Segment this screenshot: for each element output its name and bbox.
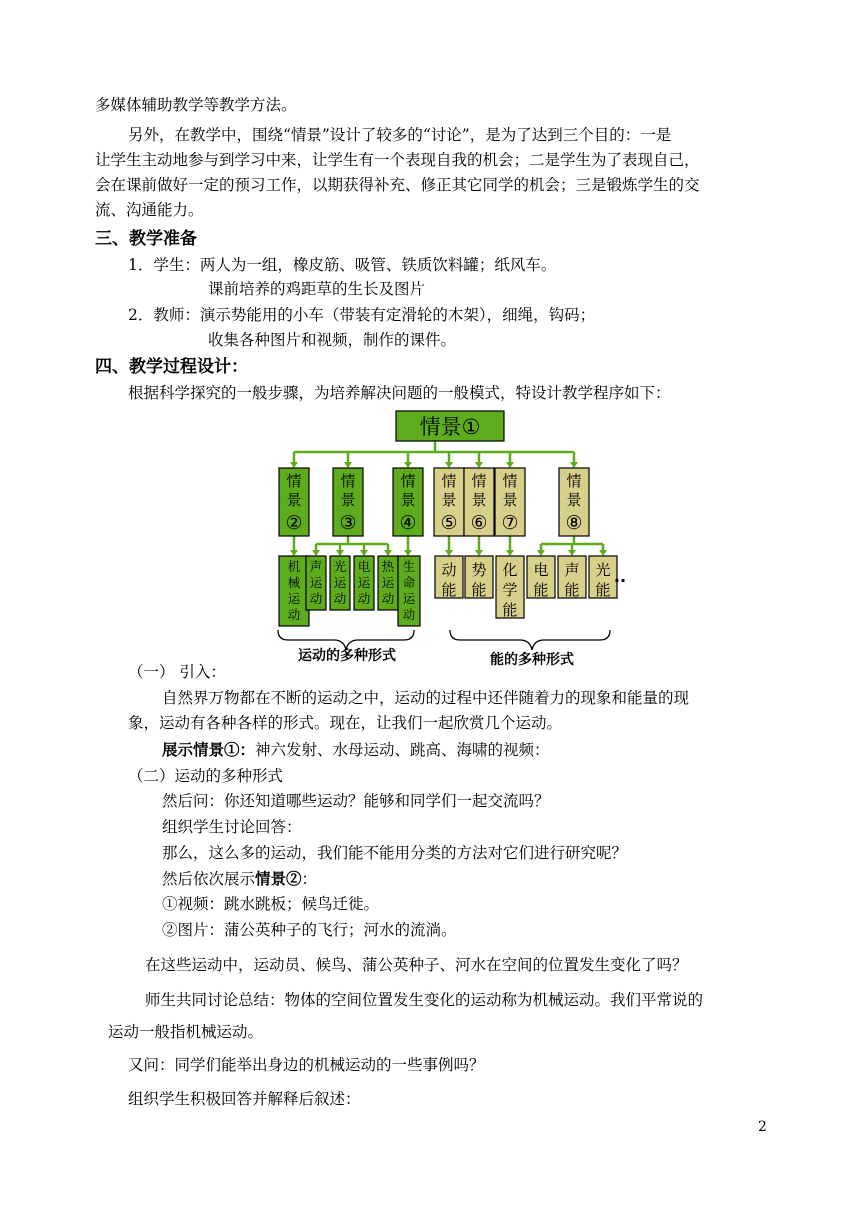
scene-box-char: 情 [286, 472, 302, 490]
scene-box-char: 情 [502, 472, 518, 490]
leaf-box-char: 械 [287, 575, 301, 590]
scene-box [434, 468, 464, 536]
leaf-box-char: 运 [333, 575, 347, 590]
section-heading: 四、教学过程设计： [95, 357, 248, 377]
scene-box-number: ③ [339, 512, 357, 534]
scene-box-char: 景 [566, 491, 582, 509]
more-ellipsis: .. [613, 567, 627, 586]
energy-brace [450, 630, 610, 650]
scene-box [393, 468, 423, 536]
scene-label: 展示情景①： [162, 740, 256, 759]
paragraph-line: 又问：同学们能举出身边的机械运动的一些事例吗？ [128, 1056, 485, 1074]
leaf-box [465, 556, 493, 599]
list-item: 课前培养的鸡距草的生长及图片 [208, 280, 426, 298]
paragraph-line: 流、沟通能力。 [95, 201, 204, 219]
text-run: 然后依次展示 [162, 870, 256, 888]
leaf-box-char: 运 [309, 575, 323, 590]
leaf-box [589, 556, 617, 599]
leaf-box-char: 电 [357, 559, 371, 574]
scene-box-number: ② [285, 512, 303, 534]
scene-text: 神六发射、水母运动、跳高、海啸的视频： [255, 741, 550, 759]
paragraph-line: 象，运动有各种各样的形式。现在，让我们一起欣赏几个运动。 [128, 714, 563, 732]
list-item: 收集各种图片和视频，制作的课件。 [208, 331, 457, 349]
scene-box-number: ④ [399, 512, 417, 534]
leaf-boxes [279, 556, 617, 626]
section-heading: 三、教学准备 [95, 229, 197, 249]
leaf-box [558, 556, 586, 599]
leaf-box-char: 能 [502, 601, 518, 619]
leaf-box [279, 556, 309, 626]
leaf-box-char: 运 [357, 575, 371, 590]
scene-box [495, 468, 525, 536]
list-item: 1．学生：两人为一组，橡皮筋、吸管、铁质饮料罐；纸风车。 [128, 256, 557, 274]
paragraph-line: 根据科学探究的一般步骤，为培养解决问题的一般模式，特设计教学程序如下： [128, 384, 671, 402]
leaf-box-char: 学 [502, 581, 518, 599]
scene-box-char: 景 [400, 491, 416, 509]
scene-box-char: 情 [340, 472, 356, 490]
scene-box-char: 景 [340, 491, 356, 509]
subsection-title: （一） 引入： [128, 663, 226, 681]
leaf-box-char: 运 [381, 575, 395, 590]
paragraph-line: 会在课前做好一定的预习工作，以期获得补充、修正其它同学的机会；三是锻炼学生的交 [95, 176, 700, 194]
leaf-box [398, 556, 420, 626]
leaf-box-char: 动 [333, 591, 347, 606]
leaf-box-char: 运 [287, 591, 301, 606]
paragraph-line: 多媒体辅助教学等教学方法。 [95, 96, 297, 114]
leaf-box-char: 能 [441, 581, 457, 599]
scene-box-char: 情 [441, 472, 457, 490]
leaf-box-char: 动 [441, 561, 457, 579]
list-item: 2．教师：演示势能用的小车（带装有定滑轮的木架），细绳，钩码； [128, 306, 596, 324]
scene-box-char: 情 [400, 472, 416, 490]
paragraph-line: 组织学生积极回答并解释后叙述： [128, 1090, 361, 1108]
leaf-box-char: 动 [287, 607, 301, 622]
leaf-box-char: 动 [357, 591, 371, 606]
energy-group-label: 能的多种形式 [490, 652, 574, 668]
leaf-box-char: 热 [381, 559, 395, 574]
subsection-title: （二）运动的多种形式 [128, 767, 284, 785]
scene-box-char: 景 [471, 491, 487, 509]
paragraph-line: 自然界万物都在不断的运动之中，运动的过程中还伴随着力的现象和能量的现 [162, 689, 690, 707]
leaf-box [378, 556, 398, 610]
leaf-box-char: 能 [471, 581, 487, 599]
leaf-box-char: 能 [564, 581, 580, 599]
leaf-box-char: 能 [533, 581, 549, 599]
scene-box [559, 468, 589, 536]
scene-box [333, 468, 363, 536]
text-run: ： [301, 870, 318, 888]
paragraph-line: 让学生主动地参与到学习中来，让学生有一个表现自我的机会；二是学生为了表现自己， [95, 151, 700, 169]
paragraph-line: 另外，在教学中，围绕“情景”设计了较多的“讨论”，是为了达到三个目的：一是 [128, 126, 672, 144]
leaf-box-char: 声 [564, 561, 580, 579]
motion-energy-diagram [270, 408, 630, 673]
scene-box-number: ⑥ [470, 512, 488, 534]
scene-box-char: 景 [502, 491, 518, 509]
paragraph-line: 那么，这么多的运动，我们能不能用分类的方法对它们进行研究呢？ [162, 844, 628, 862]
scene-box [464, 468, 494, 536]
leaf-box-char: 势 [471, 561, 487, 579]
scene-label: 情景② [255, 869, 302, 888]
paragraph-line: 组织学生讨论回答： [162, 818, 302, 836]
leaf-box-char: 机 [287, 559, 301, 574]
scene-box-char: 情 [566, 472, 582, 490]
scene-box [279, 468, 309, 536]
leaf-box-char: 化 [502, 561, 518, 579]
paragraph-line: 运动一般指机械运动。 [108, 1023, 264, 1041]
leaf-box-char: 动 [309, 591, 323, 606]
leaf-box [435, 556, 463, 599]
leaf-box-char: 光 [595, 561, 611, 579]
scene-box-char: 景 [441, 491, 457, 509]
paragraph-line: ①视频：跳水跳板；候鸟迁徙。 [162, 895, 380, 913]
motion-group-label: 运动的多种形式 [298, 648, 396, 664]
scene-boxes [279, 468, 589, 536]
scene-box-number: ⑦ [501, 512, 519, 534]
root-scene-label: 情景① [419, 415, 481, 439]
paragraph-line [162, 740, 550, 760]
paragraph-line: 然后问：你还知道哪些运动？能够和同学们一起交流吗？ [162, 792, 550, 810]
leaf-box [306, 556, 326, 610]
paragraph-line [162, 869, 317, 889]
leaf-box-char: 能 [595, 581, 611, 599]
scene-box-number: ⑤ [440, 512, 458, 534]
paragraph-line: ②图片：蒲公英种子的飞行；河水的流淌。 [162, 921, 457, 939]
leaf-box-char: 运 [402, 591, 416, 606]
motion-brace [278, 630, 414, 650]
leaf-box-char: 光 [333, 559, 347, 574]
scene-box-char: 景 [286, 491, 302, 509]
page-number: 2 [758, 1119, 767, 1135]
leaf-box-char: 声 [309, 559, 323, 574]
leaf-box [496, 556, 524, 619]
leaf-box [354, 556, 374, 610]
leaf-box-char: 命 [402, 575, 416, 590]
leaf-box-char: 动 [402, 607, 416, 622]
leaf-box-char: 生 [402, 559, 416, 574]
leaf-box [330, 556, 350, 610]
scene-box-number: ⑧ [565, 512, 583, 534]
paragraph-line: 师生共同讨论总结：物体的空间位置发生变化的运动称为机械运动。我们平常说的 [145, 991, 704, 1009]
leaf-box-char: 电 [533, 561, 549, 579]
scene-box-char: 情 [471, 472, 487, 490]
leaf-box [527, 556, 555, 599]
paragraph-line: 在这些运动中，运动员、候鸟、蒲公英种子、河水在空间的位置发生变化了吗？ [145, 956, 688, 974]
leaf-box-char: 动 [381, 591, 395, 606]
